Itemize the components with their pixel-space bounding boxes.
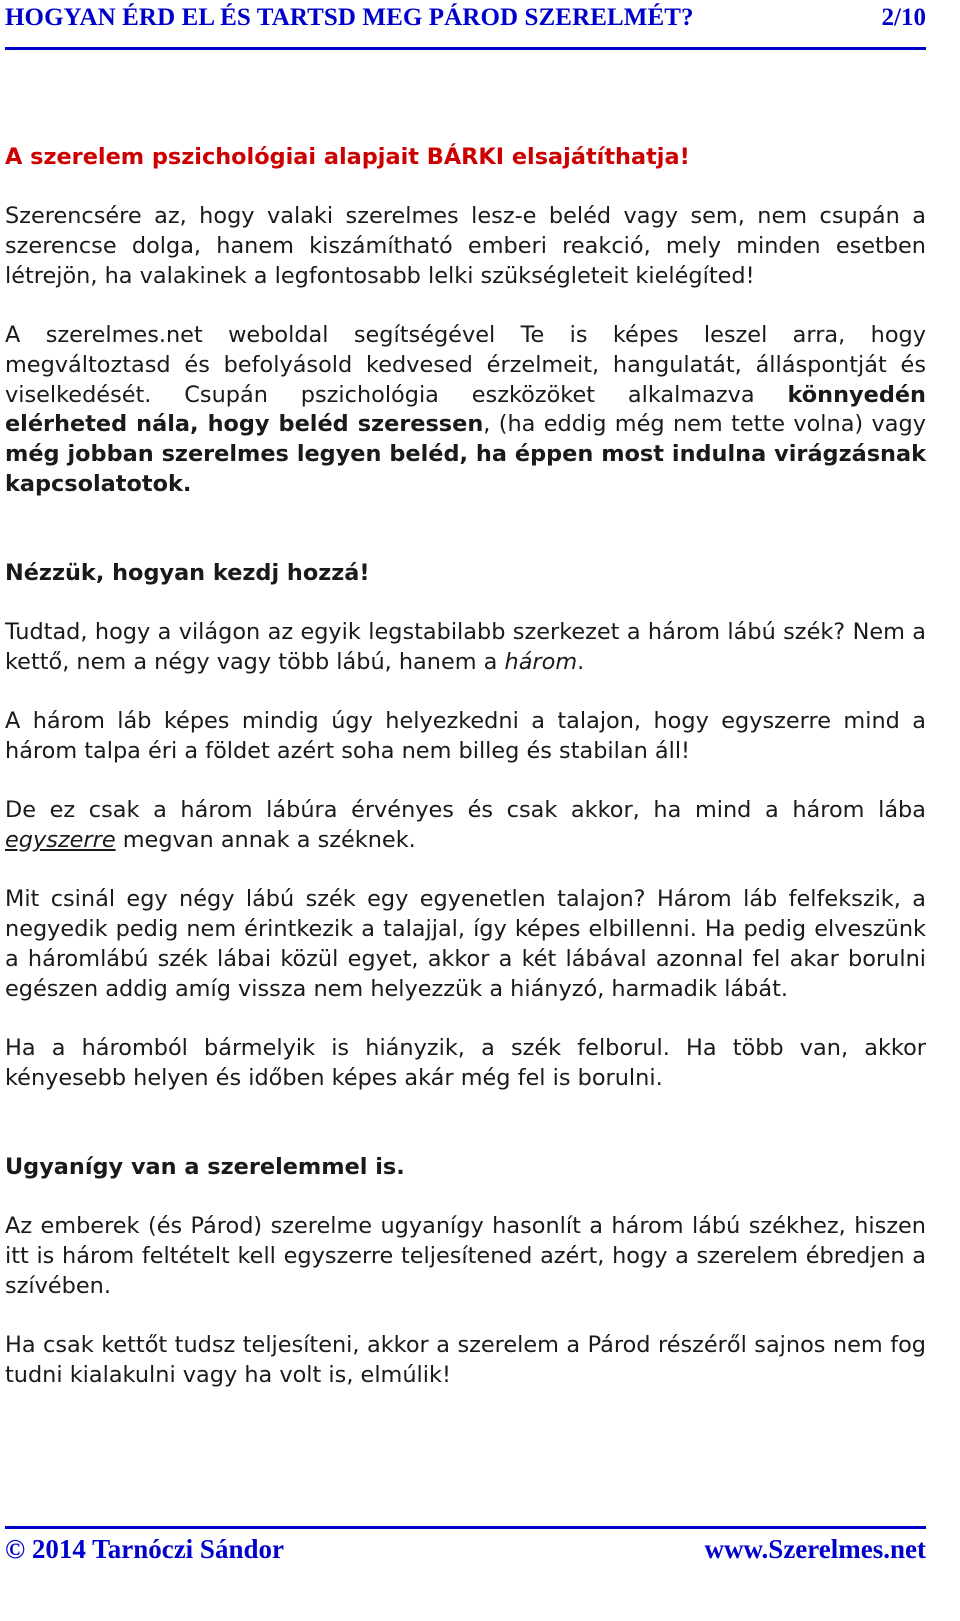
text-span: Tudtad, hogy a világon az egyik legstabilabb szerkezet a három lábú szék? Nem a kettő, nem a négy vagy több lábú, hanem a — [5, 619, 926, 675]
paragraph-intro: Szerencsére az, hogy valaki szerelmes lesz-e beléd vagy sem, nem csupán a szerencse dolga, hanem kiszámítható emberi reakció, mely minden esetben létrejön, ha valakinek a legfontosabb lelki szükségleteit kielégíted! — [5, 203, 926, 289]
text-span: . — [577, 648, 585, 675]
text-span: , (ha eddig még nem tette volna) vagy — [483, 411, 926, 438]
text-span: megvan annak a széknek. — [115, 827, 416, 854]
spacer — [5, 1123, 926, 1153]
section-heading-red: A szerelem pszichológiai alapjait BÁRKI elsajátíthatja! — [5, 144, 690, 170]
italic-text: három — [504, 648, 578, 675]
bold-text: még jobban szerelmes legyen beléd, ha éppen most indulna virágzásnak kapcsolatotok. — [5, 441, 926, 497]
bold-text: könnyedén elérheted nála, hogy beléd szeressen — [5, 381, 926, 438]
paragraph-simultaneous — [5, 796, 926, 855]
section-heading: Ugyanígy van a szerelemmel is. — [5, 1153, 405, 1180]
text-span: De ez csak a három lábúra érvényes és csak akkor, ha mind a három lába — [5, 797, 926, 824]
section-heading: Nézzük, hogyan kezdj hozzá! — [5, 559, 370, 586]
header-divider — [5, 47, 926, 50]
underlined-text: egyszerre — [5, 827, 116, 854]
paragraph-love-chair: Az emberek (és Párod) szerelme ugyanígy hasonlít a három lábú székhez, hiszen itt is három feltételt kell egyszerre teljesítened azért, hogy a szerelem ébredjen a szívében. — [5, 1213, 926, 1299]
footer-divider — [5, 1526, 926, 1529]
page-number: 2/10 — [881, 4, 926, 31]
website-link[interactable]: www.Szerelmes.net — [704, 1534, 926, 1564]
text-span: A szerelmes.net weboldal segítségével Te is képes leszel arra, hogy megváltoztasd és befolyásold kedvesed érzelmeit, hangulatát, álláspontját és viselkedését. Csupán pszichológia eszközöket alkalmazva — [5, 322, 926, 408]
document-title: HOGYAN ÉRD EL ÉS TARTSD MEG PÁROD SZERELMÉT? — [5, 4, 694, 31]
page-header — [5, 4, 926, 46]
page-footer — [5, 1526, 926, 1586]
paragraph-four-legs: Mit csinál egy négy lábú szék egy egyenetlen talajon? Három láb felfekszik, a negyedik pedig nem érintkezik a talajjal, így képes elbillenni. Ha pedig elveszünk a háromlábú szék lábai közül egyet, akkor a két lábával azonnal fel akar borulni egészen addig amíg vissza nem helyezzük a hiányzó, harmadik lábát. — [5, 886, 926, 1002]
paragraph-three-legs: A három láb képes mindig úgy helyezkedni a talajon, hogy egyszerre mind a három talpa éri a földet azért soha nem billeg és stabilan áll! — [5, 708, 926, 764]
paragraph-chair — [5, 618, 926, 677]
copyright-text: © 2014 Tarnóczi Sándor — [5, 1534, 284, 1564]
paragraph-website — [5, 321, 926, 499]
paragraph-conclusion: Ha csak kettőt tudsz teljesíteni, akkor a szerelem a Párod részéről sajnos nem fog tudni kialakulni vagy ha volt is, elmúlik! — [5, 1331, 926, 1388]
paragraph-missing-leg: Ha a háromból bármelyik is hiányzik, a szék felborul. Ha több van, akkor kényesebb helyen és időben képes akár még fel is borulni. — [5, 1034, 926, 1091]
main-content — [5, 143, 926, 1420]
spacer — [5, 529, 926, 559]
